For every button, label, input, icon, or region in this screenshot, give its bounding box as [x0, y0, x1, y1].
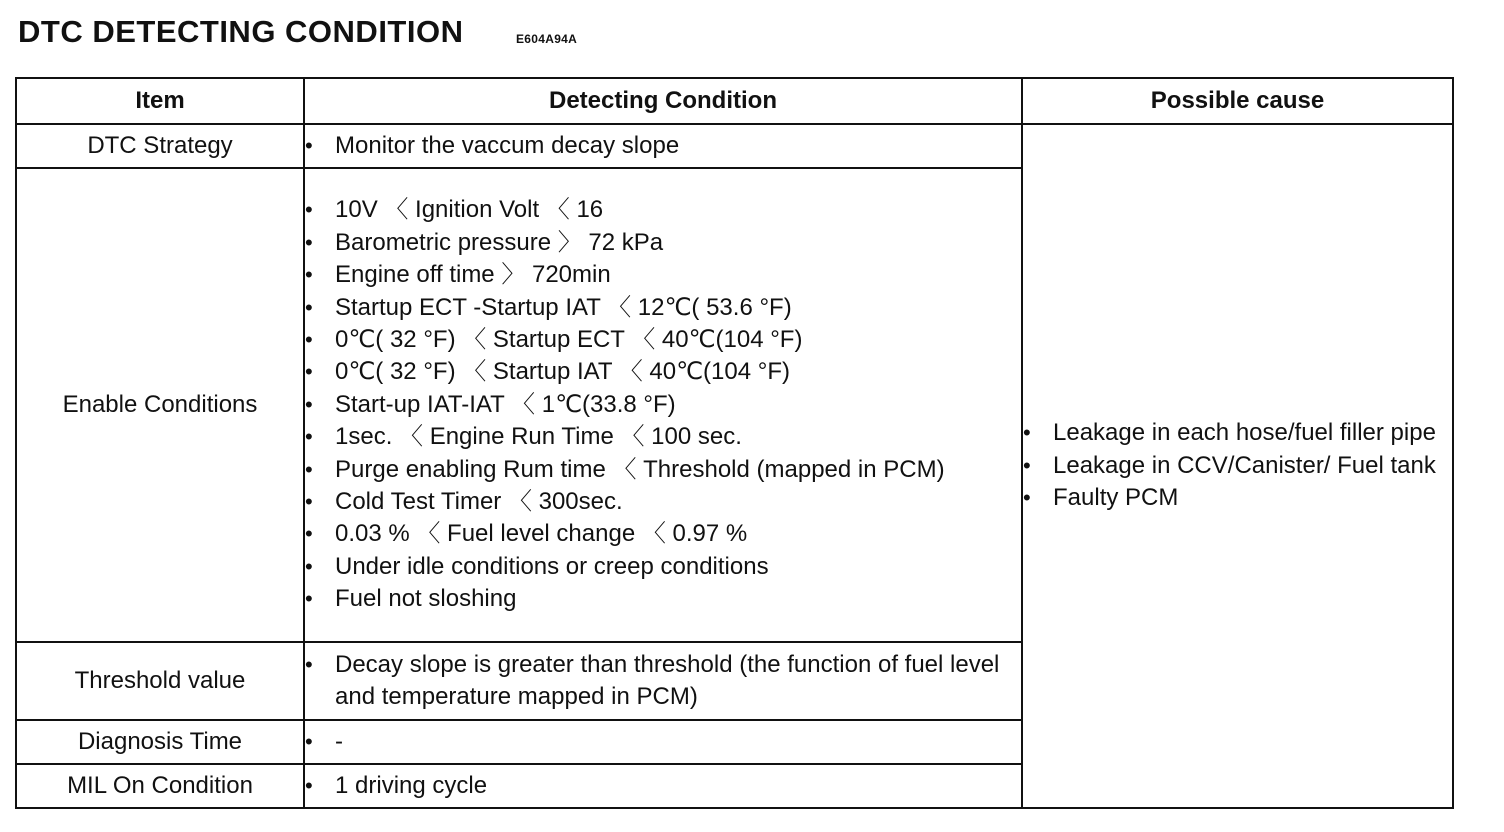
condition-list — [305, 726, 1021, 758]
possible-cause-item: • Faulty PCM — [1023, 482, 1452, 514]
possible-cause-cell — [1022, 124, 1453, 808]
condition-item: • Start-up IAT-IAT 〈 1℃(33.8 °F) — [305, 389, 1021, 421]
condition-item: • 1sec. 〈 Engine Run Time 〈 100 sec. — [305, 421, 1021, 453]
table-header-row — [16, 78, 1453, 124]
condition-item: • Engine off time 〉 720min — [305, 259, 1021, 291]
condition-cell — [304, 720, 1022, 764]
row-item-diagnosis-time: Diagnosis Time — [16, 720, 304, 764]
condition-cell — [304, 124, 1022, 168]
condition-item: • 1 driving cycle — [305, 770, 1021, 802]
condition-item: • Decay slope is greater than threshold (the function of fuel level and temperature mapped in PCM) — [305, 649, 1021, 714]
column-header-item: Item — [16, 78, 304, 124]
condition-cell — [304, 168, 1022, 642]
condition-item: • 10V 〈 Ignition Volt 〈 16 — [305, 194, 1021, 226]
condition-item: • Purge enabling Rum time 〈 Threshold (mapped in PCM) — [305, 454, 1021, 486]
column-header-possible-cause: Possible cause — [1022, 78, 1453, 124]
condition-list — [305, 194, 1021, 615]
possible-cause-list — [1023, 417, 1452, 514]
condition-item: • Under idle conditions or creep conditions — [305, 551, 1021, 583]
condition-cell — [304, 764, 1022, 808]
row-item-threshold-value: Threshold value — [16, 642, 304, 720]
condition-list — [305, 649, 1021, 714]
condition-cell — [304, 642, 1022, 720]
condition-item: • 0℃( 32 °F) 〈 Startup ECT 〈 40℃(104 °F) — [305, 324, 1021, 356]
condition-list — [305, 770, 1021, 802]
dtc-condition-table — [15, 77, 1454, 809]
page-title: DTC DETECTING CONDITION — [18, 14, 464, 49]
condition-item: • Barometric pressure 〉 72 kPa — [305, 227, 1021, 259]
condition-item: • - — [305, 726, 1021, 758]
row-item-enable-conditions: Enable Conditions — [16, 168, 304, 642]
possible-cause-item: • Leakage in each hose/fuel filler pipe — [1023, 417, 1452, 449]
possible-cause-item: • Leakage in CCV/Canister/ Fuel tank — [1023, 450, 1452, 482]
document-code: E604A94A — [516, 32, 578, 46]
row-item-mil-on-condition: MIL On Condition — [16, 764, 304, 808]
condition-item: • Startup ECT -Startup IAT 〈 12℃( 53.6 °F) — [305, 292, 1021, 324]
condition-item: • Fuel not sloshing — [305, 583, 1021, 615]
table-row — [16, 124, 1453, 168]
condition-list — [305, 130, 1021, 162]
column-header-detecting-condition: Detecting Condition — [304, 78, 1022, 124]
row-item-dtc-strategy: DTC Strategy — [16, 124, 304, 168]
condition-item: • Monitor the vaccum decay slope — [305, 130, 1021, 162]
condition-item: • 0.03 % 〈 Fuel level change 〈 0.97 % — [305, 518, 1021, 550]
condition-item: • 0℃( 32 °F) 〈 Startup IAT 〈 40℃(104 °F) — [305, 356, 1021, 388]
condition-item: • Cold Test Timer 〈 300sec. — [305, 486, 1021, 518]
